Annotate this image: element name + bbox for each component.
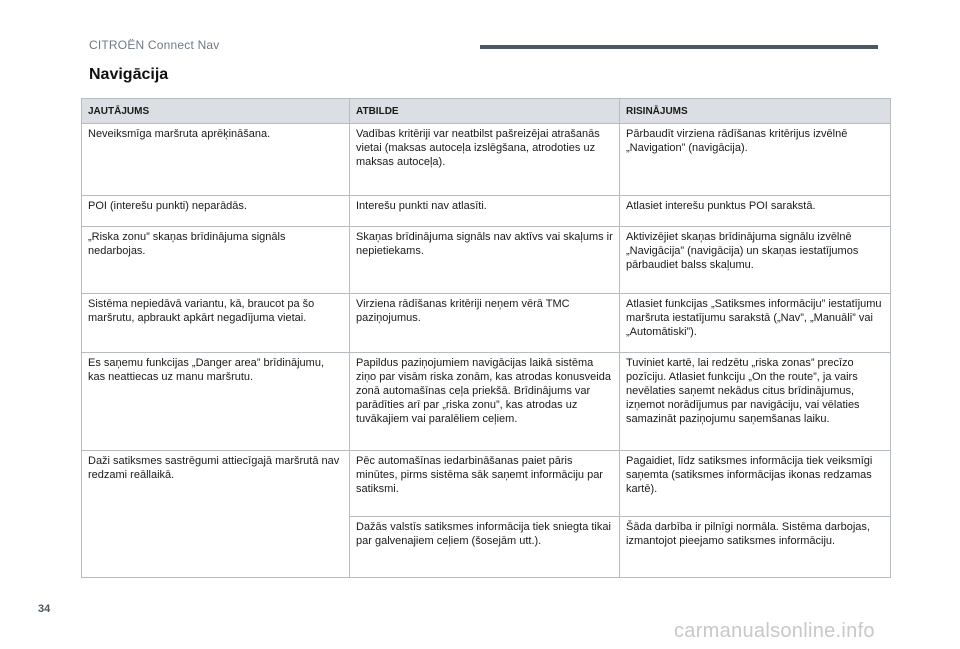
solution-cell: Tuviniet kartē, lai redzētu „riska zonas” precīzo pozīciju. Atlasiet funkciju „On the route”, ja vairs nevēlaties saņemt nekādus citus brīdinājumus, izņemot norādījumus par navigāciju, vai vēlaties samazināt paziņojumu saņemšanas laiku. — [620, 353, 891, 451]
solution-cell: Pārbaudīt virziena rādīšanas kritērijus izvēlnē „Navigation” (navigācija). — [620, 124, 891, 196]
page-title: Navigācija — [89, 66, 169, 83]
watermark-text: carmanualsonline.info — [674, 620, 875, 642]
table-row — [82, 196, 891, 227]
question-cell: POI (interešu punkti) neparādās. — [82, 196, 350, 227]
answer-cell: Papildus paziņojumiem navigācijas laikā sistēma ziņo par visām riska zonām, kas atrodas konusveida zonā automašīnas ceļa priekšā. Brīdinājums var parādīties arī par „riska zonu”, kas atrodas uz tuvākajiem vai paralēliem ceļiem. — [350, 353, 620, 451]
solution-cell: Aktivizējiet skaņas brīdinājuma signālu izvēlnē „Navigācija” (navigācija) un skaņas iestatījumos pārbaudiet balss skaļumu. — [620, 227, 891, 294]
brand-label: CITROËN Connect Nav — [89, 38, 220, 52]
solution-cell: Šāda darbība ir pilnīgi normāla. Sistēma darbojas, izmantojot pieejamo satiksmes informāciju. — [620, 517, 891, 578]
answer-cell: Dažās valstīs satiksmes informācija tiek sniegta tikai par galvenajiem ceļiem (šosejām utt.). — [350, 517, 620, 578]
answer-cell: Pēc automašīnas iedarbināšanas paiet pāris minūtes, pirms sistēma sāk saņemt informāciju par satiksmi. — [350, 451, 620, 517]
answer-cell: Vadības kritēriji var neatbilst pašreizējai atrašanās vietai (maksas autoceļa izslēgšana, atrodoties uz maksas autoceļa). — [350, 124, 620, 196]
header-divider-bar — [480, 45, 878, 49]
question-cell: Neveiksmīga maršruta aprēķināšana. — [82, 124, 350, 196]
column-header-solution: RISINĀJUMS — [620, 99, 891, 124]
table-header-row — [82, 99, 891, 124]
answer-cell: Interešu punkti nav atlasīti. — [350, 196, 620, 227]
column-header-question: JAUTĀJUMS — [82, 99, 350, 124]
table-row — [82, 294, 891, 353]
column-header-answer: ATBILDE — [350, 99, 620, 124]
question-cell: Daži satiksmes sastrēgumi attiecīgajā maršrutā nav redzami reāllaikā. — [82, 451, 350, 578]
table-row — [82, 227, 891, 294]
page-number: 34 — [38, 603, 51, 615]
answer-cell: Virziena rādīšanas kritēriji neņem vērā TMC paziņojumus. — [350, 294, 620, 353]
question-cell: Es saņemu funkcijas „Danger area” brīdinājumu, kas neattiecas uz manu maršrutu. — [82, 353, 350, 451]
question-cell: Sistēma nepiedāvā variantu, kā, braucot pa šo maršrutu, apbraukt apkārt negadījuma vietai. — [82, 294, 350, 353]
solution-cell: Atlasiet funkcijas „Satiksmes informāciju” iestatījumu maršruta iestatījumu sarakstā („Nav”, „Manuāli” vai „Automātiski”). — [620, 294, 891, 353]
table-row — [82, 353, 891, 451]
table-row — [82, 124, 891, 196]
question-cell: „Riska zonu” skaņas brīdinājuma signāls nedarbojas. — [82, 227, 350, 294]
table-row — [82, 451, 891, 517]
solution-cell: Pagaidiet, līdz satiksmes informācija tiek veiksmīgi saņemta (satiksmes informācijas ikonas redzamas kartē). — [620, 451, 891, 517]
troubleshooting-table — [81, 98, 891, 578]
solution-cell: Atlasiet interešu punktus POI sarakstā. — [620, 196, 891, 227]
answer-cell: Skaņas brīdinājuma signāls nav aktīvs vai skaļums ir nepietiekams. — [350, 227, 620, 294]
